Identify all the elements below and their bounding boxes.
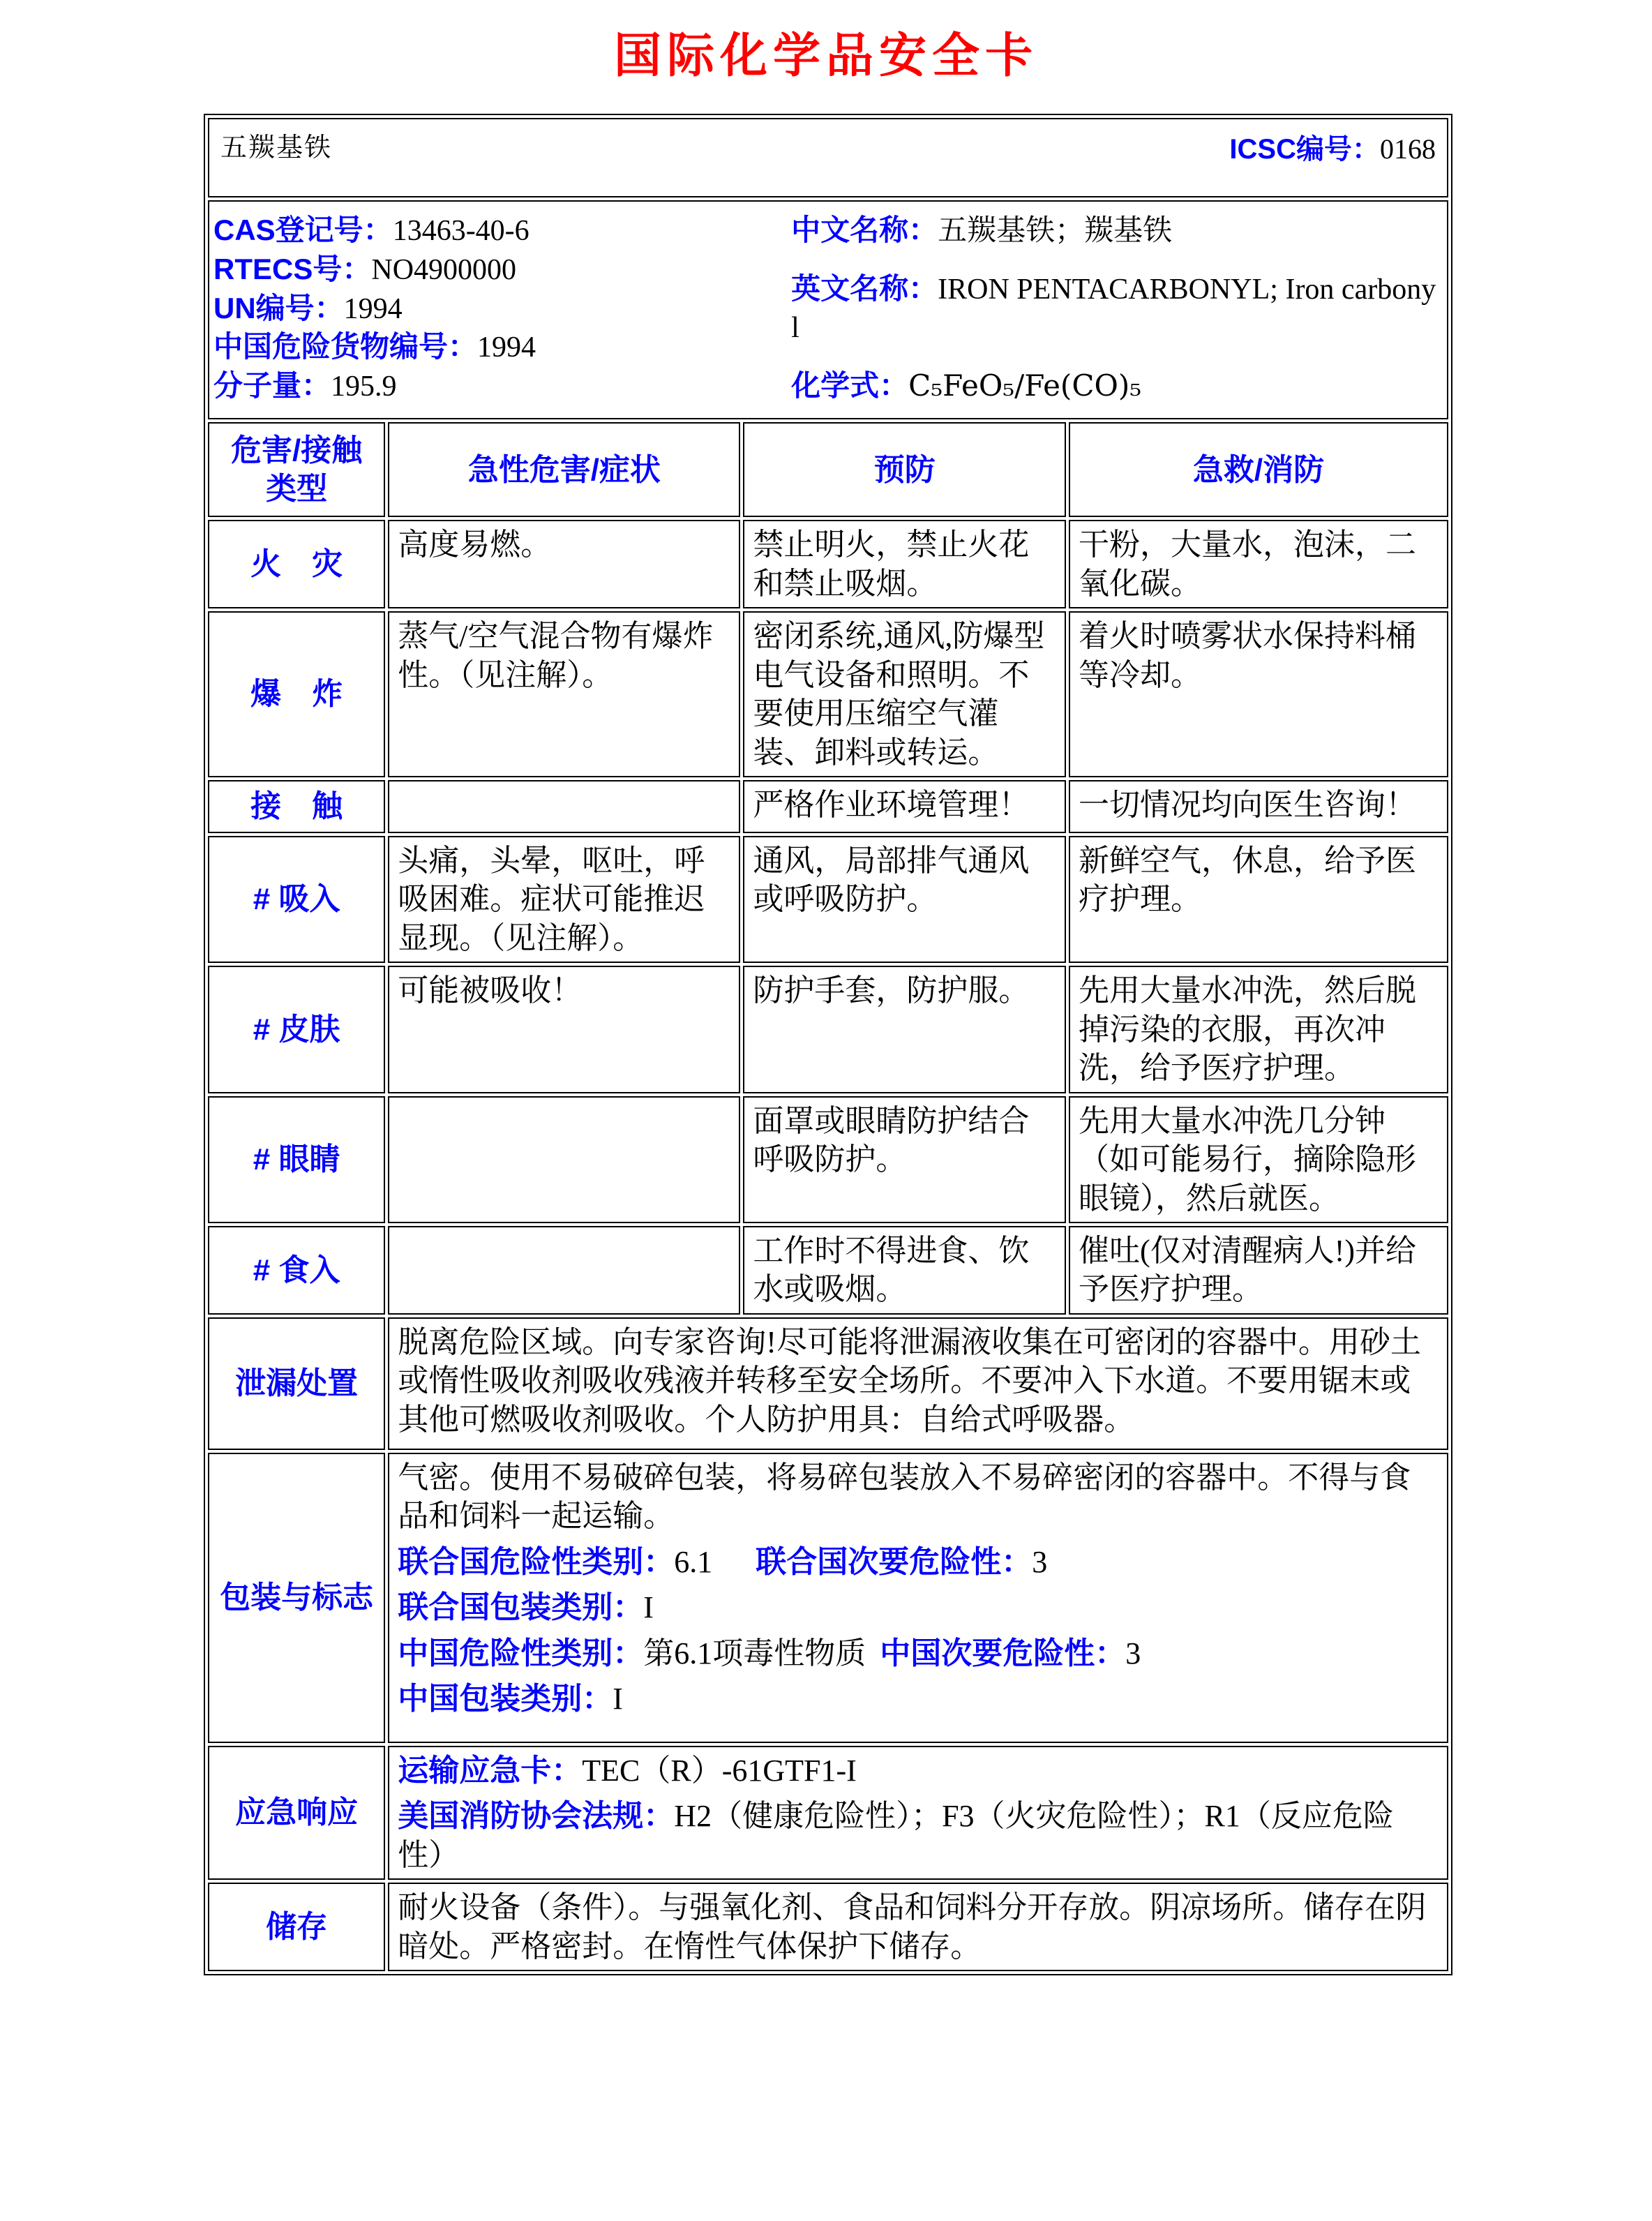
row-skin-label: # 皮肤 xyxy=(208,966,385,1093)
rtecs-line xyxy=(213,250,791,290)
header-hazard-type-line2: 类型 xyxy=(266,472,328,507)
mw-value: 195.9 xyxy=(331,370,397,403)
row-fire-symptoms: 高度易燃。 xyxy=(388,520,740,608)
packaging-label: 包装与标志 xyxy=(208,1453,385,1743)
row-eyes-firstaid: 先用大量水冲洗几分钟（如可能易行，摘除隐形眼镜），然后就医。 xyxy=(1069,1096,1448,1223)
info-row xyxy=(208,200,1448,419)
row-ingestion xyxy=(208,1226,1448,1315)
formula-label: 化学式： xyxy=(791,368,909,402)
cn-sub-value: 3 xyxy=(1125,1636,1141,1670)
molecular-weight-line xyxy=(213,367,791,406)
cas-value: 13463-40-6 xyxy=(392,215,530,248)
row-eyes-symptoms xyxy=(388,1096,740,1223)
header-symptoms: 急性危害/症状 xyxy=(388,422,740,517)
formula-value: C₅FeO₅/Fe(CO)₅ xyxy=(908,368,1142,403)
safety-card-table xyxy=(204,114,1452,1975)
row-fire-firstaid: 干粉，大量水，泡沫，二氧化碳。 xyxy=(1069,520,1448,608)
cn-name-line xyxy=(791,211,1443,250)
icsc-number xyxy=(1229,132,1436,167)
info-cell xyxy=(208,200,1448,419)
row-spill xyxy=(208,1317,1448,1450)
cn-dg-value: 1994 xyxy=(477,331,536,364)
row-inhalation xyxy=(208,836,1448,963)
row-explosion-firstaid: 着火时喷雾状水保持料桶等冷却。 xyxy=(1069,611,1448,777)
header-hazard-type-line1: 危害/接触 xyxy=(231,433,363,468)
cn-dg-label: 中国危险货物编号： xyxy=(213,330,478,364)
spill-text: 脱离危险区域。向专家咨询!尽可能将泄漏液收集在可密闭的容器中。用砂土或惰性吸收剂吸收残液并转移至安全场所。不要冲入下水道。不要用锯末或其他可燃吸收剂吸收。个人防护用具：自给式呼吸器。 xyxy=(388,1317,1448,1450)
cas-label: CAS登记号： xyxy=(213,214,393,247)
row-inhalation-firstaid: 新鲜空气，休息，给予医疗护理。 xyxy=(1069,836,1448,963)
row-inhalation-label: # 吸入 xyxy=(208,836,385,963)
row-storage xyxy=(208,1883,1448,1971)
row-ingestion-symptoms xyxy=(388,1226,740,1315)
en-name-value: IRON PENTACARBONYL; Iron carbonyl xyxy=(791,274,1436,344)
page-title: 国际化学品安全卡 xyxy=(613,29,1038,82)
cas-number-line xyxy=(213,211,791,250)
packaging-content xyxy=(388,1453,1448,1743)
packaging-intro: 气密。使用不易破碎包装，将易碎包装放入不易碎密闭的容器中。不得与食品和饲料一起运输。 xyxy=(398,1460,1411,1534)
row-eyes-label: # 眼睛 xyxy=(208,1096,385,1223)
cn-name-value: 五羰基铁；羰基铁 xyxy=(938,215,1173,248)
icsc-label: ICSC编号： xyxy=(1229,134,1380,165)
chemical-name: 五羰基铁 xyxy=(220,133,333,163)
packaging-cn-pack-line xyxy=(398,1680,1439,1718)
cn-pack-label: 中国包装类别： xyxy=(398,1682,613,1717)
un-value: 1994 xyxy=(343,292,403,325)
cn-pack-value: I xyxy=(613,1682,623,1717)
row-packaging xyxy=(208,1453,1448,1743)
name-row xyxy=(208,118,1448,197)
row-explosion-prevention: 密闭系统,通风,防爆型电气设备和照明。不要使用压缩空气灌装、卸料或转运。 xyxy=(743,611,1066,777)
row-skin-symptoms: 可能被吸收！ xyxy=(388,966,740,1093)
emergency-tec-line xyxy=(398,1751,1439,1790)
formula-line xyxy=(791,367,1443,406)
cn-sub-label: 中国次要危险性： xyxy=(880,1636,1126,1670)
row-explosion-symptoms: 蒸气/空气混合物有爆炸性。（见注解）。 xyxy=(388,611,740,777)
row-fire-prevention: 禁止明火，禁止火花和禁止吸烟。 xyxy=(743,520,1066,608)
row-contact-prevention: 严格作业环境管理！ xyxy=(743,780,1066,833)
row-emergency xyxy=(208,1746,1448,1880)
un-sub-label: 联合国次要危险性： xyxy=(756,1544,1032,1579)
un-label: UN编号： xyxy=(213,291,344,324)
cn-class-label: 中国危险性类别： xyxy=(398,1636,644,1670)
packaging-cn-class-line xyxy=(398,1634,1439,1673)
un-class-value: 6.1 xyxy=(674,1544,713,1579)
un-class-label: 联合国危险性类别： xyxy=(398,1544,675,1579)
cn-name-label: 中文名称： xyxy=(791,214,938,247)
storage-label: 储存 xyxy=(208,1883,385,1971)
row-inhalation-symptoms: 头痛，头晕，呕吐，呼吸困难。症状可能推迟显现。（见注解）。 xyxy=(388,836,740,963)
row-explosion xyxy=(208,611,1448,777)
tec-label: 运输应急卡： xyxy=(398,1753,583,1788)
mw-label: 分子量： xyxy=(213,368,331,402)
row-fire-label: 火 灾 xyxy=(208,520,385,608)
row-skin-prevention: 防护手套，防护服。 xyxy=(743,966,1066,1093)
spill-label: 泄漏处置 xyxy=(208,1317,385,1450)
row-skin-firstaid: 先用大量水冲洗，然后脱掉污染的衣服，再次冲洗，给予医疗护理。 xyxy=(1069,966,1448,1093)
row-explosion-label: 爆 炸 xyxy=(208,611,385,777)
name-cell xyxy=(208,118,1448,197)
row-skin xyxy=(208,966,1448,1093)
rtecs-label: RTECS号： xyxy=(213,252,372,285)
row-inhalation-prevention: 通风，局部排气通风或呼吸防护。 xyxy=(743,836,1066,963)
header-hazard-type xyxy=(208,422,385,517)
emergency-content xyxy=(388,1746,1448,1880)
tec-value: TEC（R）-61GTF1-I xyxy=(582,1753,857,1788)
nfpa-label: 美国消防协会法规： xyxy=(398,1799,675,1834)
rtecs-value: NO4900000 xyxy=(371,253,517,286)
hazard-header-row xyxy=(208,422,1448,517)
cn-dg-number-line xyxy=(213,328,791,367)
en-name-line xyxy=(791,270,1443,347)
packaging-un-class-line xyxy=(398,1543,1439,1581)
row-eyes-prevention: 面罩或眼睛防护结合呼吸防护。 xyxy=(743,1096,1066,1223)
emergency-nfpa-line xyxy=(398,1797,1439,1874)
header-firstaid: 急救/消防 xyxy=(1069,422,1448,517)
icsc-value: 0168 xyxy=(1380,133,1436,165)
un-pack-label: 联合国包装类别： xyxy=(398,1590,644,1625)
row-eyes xyxy=(208,1096,1448,1223)
en-name-label: 英文名称： xyxy=(791,272,938,306)
un-sub-value: 3 xyxy=(1032,1544,1048,1579)
emergency-label: 应急响应 xyxy=(208,1746,385,1880)
storage-text: 耐火设备（条件）。与强氧化剂、食品和饲料分开存放。阴凉场所。储存在阴暗处。严格密封。在惰性气体保护下储存。 xyxy=(388,1883,1448,1971)
un-pack-value: I xyxy=(643,1590,654,1625)
row-contact-symptoms xyxy=(388,780,740,833)
row-contact xyxy=(208,780,1448,833)
row-ingestion-label: # 食入 xyxy=(208,1226,385,1315)
row-contact-label: 接 触 xyxy=(208,780,385,833)
un-number-line xyxy=(213,290,791,329)
nfpa-value: H2（健康危险性）；F3（火灾危险性）；R1（反应危险性） xyxy=(398,1799,1394,1872)
cn-class-value: 第6.1项毒性物质 xyxy=(643,1636,866,1670)
row-fire xyxy=(208,520,1448,608)
header-prevention: 预防 xyxy=(743,422,1066,517)
packaging-un-pack-line xyxy=(398,1588,1439,1627)
row-ingestion-firstaid: 催吐(仅对清醒病人!)并给予医疗护理。 xyxy=(1069,1226,1448,1315)
row-contact-firstaid: 一切情况均向医生咨询！ xyxy=(1069,780,1448,833)
row-ingestion-prevention: 工作时不得进食、饮水或吸烟。 xyxy=(743,1226,1066,1315)
